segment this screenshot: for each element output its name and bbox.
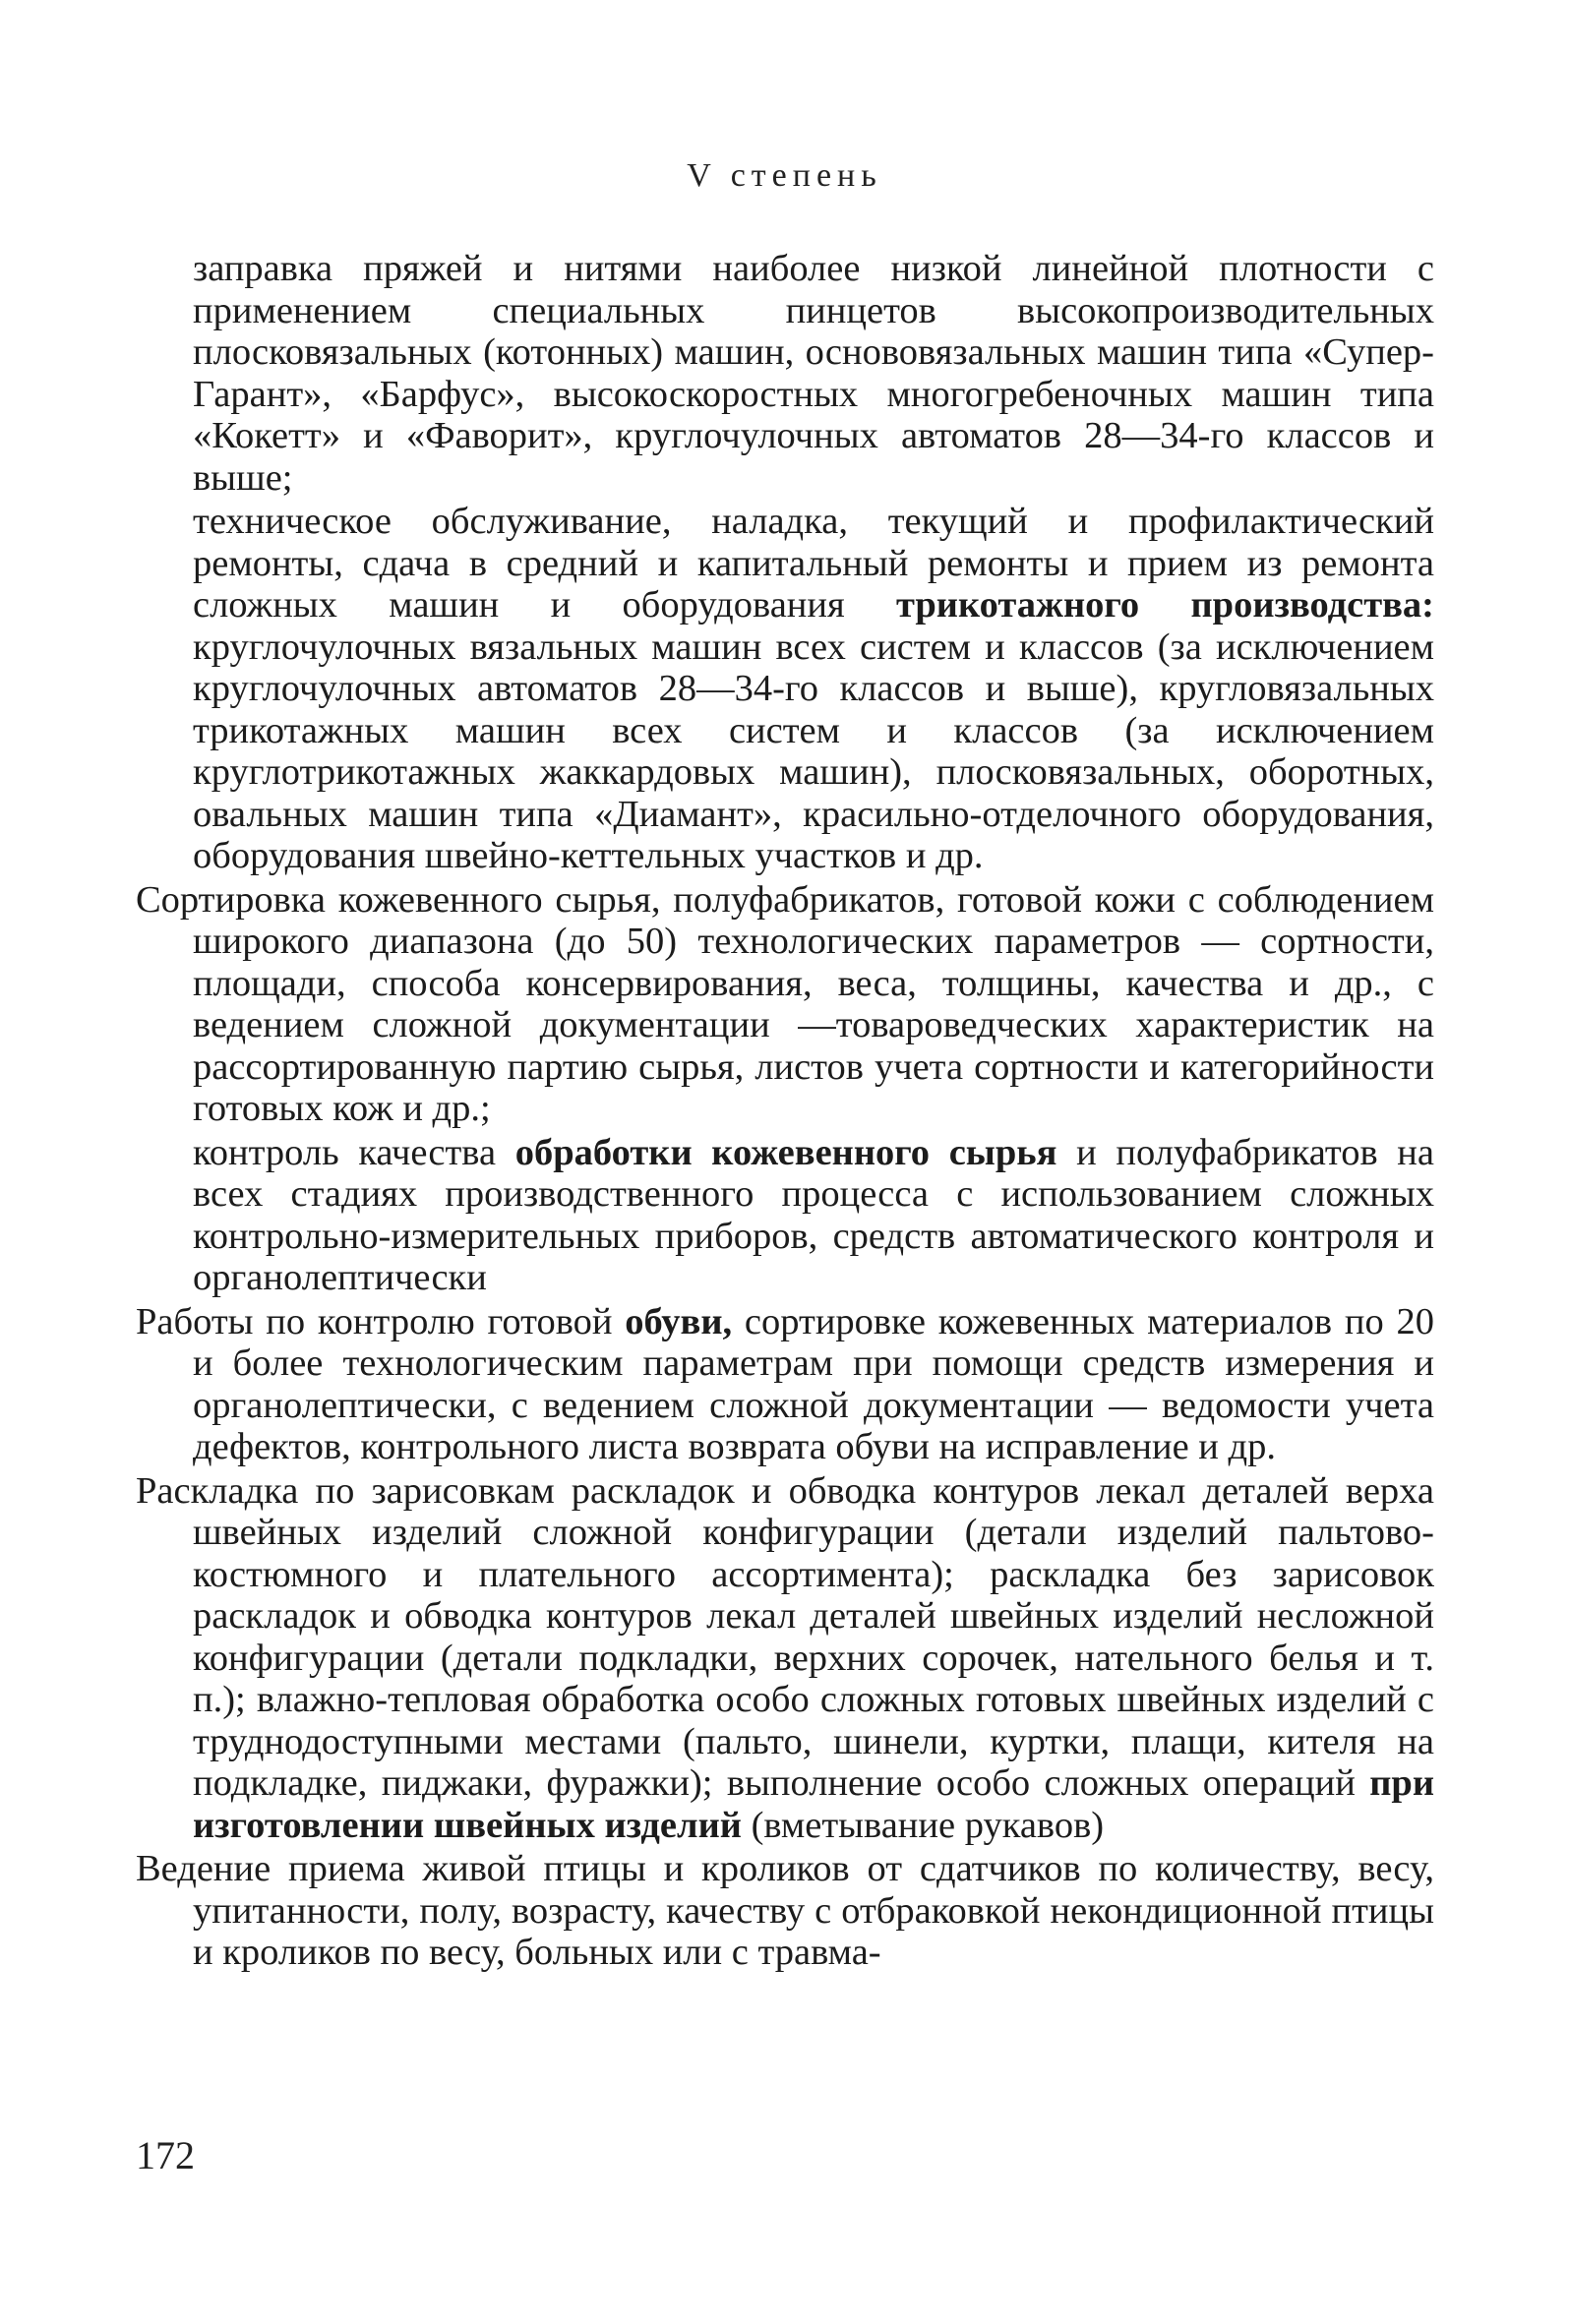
text-span: и полуфабрикатов на всех стадиях производственного процесса с использованием сложных контрольно-измерительных приборов, средств автоматического контроля и органолептически — [193, 1131, 1434, 1298]
paragraph-quality-control — [136, 1132, 1434, 1299]
text-span: Работы по контролю готовой — [136, 1300, 626, 1342]
paragraph-poultry-intake — [136, 1848, 1434, 1974]
paragraph-layout-sewing — [136, 1470, 1434, 1847]
paragraph-threading — [136, 248, 1434, 499]
text-span: (вметывание рукавов) — [741, 1804, 1105, 1846]
text-span: техническое обслуживание, наладка, текущий и профилактический ремонты, сдача в средний и капитальный ремонты и прием из ремонта сложных машин и оборудования — [193, 501, 1434, 626]
bold-term-leather: обработки кожевенного сырья — [514, 1131, 1057, 1173]
text-span: круглочулочных вязальных машин всех систем и классов (за исключением круглочулочных автоматов 28—34-го классов и выше), кругловязальных трикотажных машин всех систем и классов (за исключением круглотрикотажных жаккардовых машин), плосковязальных, оборотных, овальных машин типа «Диамант», красильно-отделочного оборудования, оборудования швейно-кеттельных участков и др. — [193, 626, 1434, 876]
text-span: Ведение приема живой птицы и кроликов от сдатчиков по количеству, весу, упитанности, полу, возрасту, качеству с отбраковкой некондиционной птицы и кроликов по весу, больных или с травма- — [136, 1848, 1434, 1973]
paragraph-footwear-control — [136, 1301, 1434, 1468]
running-header: V степень — [687, 157, 882, 194]
text-span: сортировке кожевенных материалов по 20 и более технологическим параметрам при помощи средств измерения и органолептически, с ведением сложной документации — ведомости учета дефектов, контрольного листа возврата обуви на исправление и др. — [193, 1300, 1434, 1467]
text-span: Раскладка по зарисовкам раскладок и обводка контуров лекал деталей верха швейных изделий сложной конфигурации (детали изделий пальтово-костюмного и плательного ассортимента); раскладка без зарисовок раскладок и обводка контуров лекал деталей швейных изделий несложной конфигурации (детали подкладки, верхних сорочек, нательного белья и т. п.); влажно-тепловая обработка особо сложных готовых швейных изделий с труднодоступными местами (пальто, шинели, куртки, плащи, кителя на подкладке, пиджаки, фуражки); выполнение особо сложных операций — [136, 1469, 1434, 1804]
bold-term-knitwear: трикотажного производства: — [896, 584, 1434, 626]
body-text — [136, 248, 1434, 1976]
paragraph-maintenance — [136, 501, 1434, 877]
text-span: заправка пряжей и нитями наиболее низкой линейной плотности с применением специальных пинцетов высокопроизводительных плосковязальных (котонных) машин, основовязальных машин типа «Супер-Гарант», «Барфус», высокоскоростных многогребеночных машин типа «Кокетт» и «Фаворит», круглочулочных автоматов 28—34-го классов и выше; — [193, 248, 1434, 499]
text-span: контроль качества — [193, 1131, 515, 1173]
bold-term-sewing: при изготовлении швейных изделий — [193, 1762, 1434, 1846]
text-span: Сортировка кожевенного сырья, полуфабрикатов, готовой кожи с соблюдением широкого диапазона (до 50) технологических параметров — сортности, площади, способа консервирования, веса, толщины, качества и др., с ведением сложной документации —товароведческих характеристик на рассортированную партию сырья, листов учета сортности и категорийности готовых кож и др.; — [136, 878, 1434, 1129]
bold-term-footwear: обуви, — [625, 1300, 733, 1342]
paragraph-leather-sorting — [136, 879, 1434, 1130]
page-number: 172 — [136, 2133, 195, 2177]
